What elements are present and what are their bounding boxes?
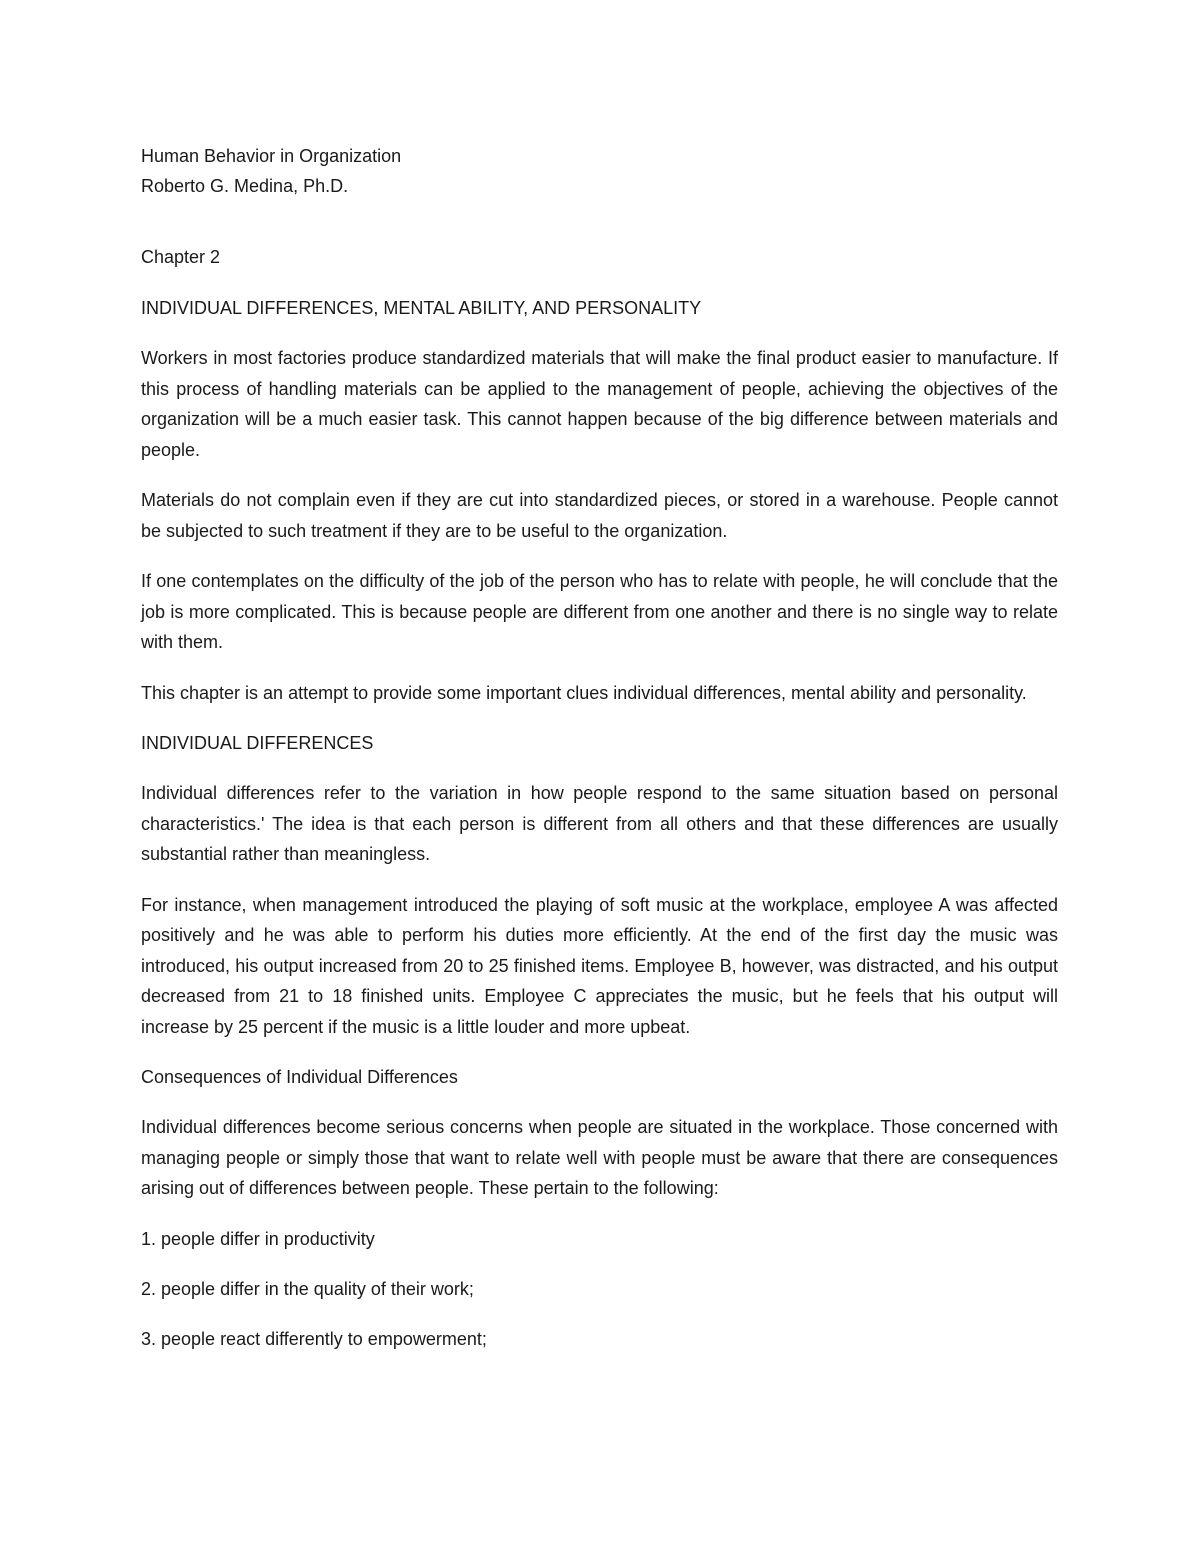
course-title: Human Behavior in Organization <box>141 146 402 166</box>
intro-paragraph: Workers in most factories produce standardized materials that will make the final product easier to manufacture. If this process of handling materials can be applied to the management of people, achieving the objectives of the organization will be a much easier task. This cannot happen because of the big difference between materials and people. <box>141 348 1058 460</box>
intro-paragraph: Materials do not complain even if they are cut into standardized pieces, or stored in a warehouse. People cannot be subjected to such treatment if they are to be useful to the organization. <box>141 490 1058 541</box>
section-paragraph: Individual differences become serious concerns when people are situated in the workplace. Those concerned with managing people or simply those that want to relate well with people must be aware that there are consequences arising out of differences between people. These pertain to the following: <box>141 1117 1058 1198</box>
section-paragraph: Individual differences refer to the variation in how people respond to the same situation based on personal characteristics.' The idea is that each person is different from all others and that these differences are usually substantial rather than meaningless. <box>141 783 1058 864</box>
intro-paragraph: This chapter is an attempt to provide some important clues individual differences, mental ability and personality. <box>141 682 1027 703</box>
section-heading-consequences: Consequences of Individual Differences <box>141 1067 458 1087</box>
section-paragraph: For instance, when management introduced the playing of soft music at the workplace, employee A was affected positively and he was able to perform his duties more efficiently. At the end of the first day the music was introduced, his output increased from 20 to 25 finished items. Employee B, however, was distracted, and his output decreased from 21 to 18 finished units. Employee C appreciates the music, but he feels that his output will increase by 25 percent if the music is a little louder and more upbeat. <box>141 894 1058 1037</box>
author-name: Roberto G. Medina, Ph.D. <box>141 176 349 196</box>
section-heading-individual-differences: INDIVIDUAL DIFFERENCES <box>141 733 374 753</box>
chapter-title: INDIVIDUAL DIFFERENCES, MENTAL ABILITY, AND PERSONALITY <box>141 298 702 318</box>
list-item: 2. people differ in the quality of their work; <box>141 1278 474 1299</box>
intro-paragraph: If one contemplates on the difficulty of the job of the person who has to relate with people, he will conclude that the job is more complicated. This is because people are different from one another and there is no single way to relate with them. <box>141 571 1058 652</box>
list-item: 1. people differ in productivity <box>141 1228 375 1249</box>
list-item: 3. people react differently to empowerment; <box>141 1328 487 1349</box>
document-header <box>141 141 1058 201</box>
document-body <box>141 141 1058 1374</box>
chapter-number: Chapter 2 <box>141 247 221 267</box>
